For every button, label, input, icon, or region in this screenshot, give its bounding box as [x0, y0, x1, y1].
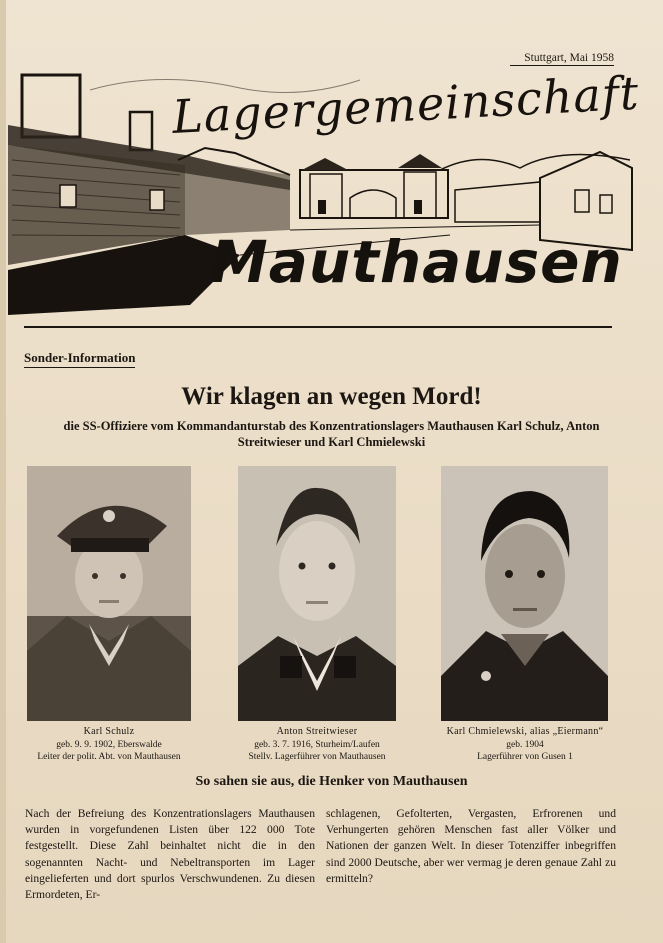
masthead-rule	[24, 326, 612, 328]
body-column-2: schlagenen, Gefolterten, Vergasten, Erfrorenen und Verhungerten gehören Menschen fast aller Völker und Nationen der ganzen Welt. In dieser Totenziffer inbegriffen sind 2000 Deutsche, aber wer vermag je deren genaue Zahl zu ermitteln?	[326, 807, 616, 885]
masthead-title-main: Mauthausen	[210, 228, 623, 296]
portrait-birth: geb. 1904	[506, 739, 544, 750]
masthead-title-script: Lagergemeinschaft	[170, 65, 641, 145]
portrait-role: Leiter der polit. Abt. von Mauthausen	[37, 752, 181, 762]
portrait-birth: geb. 3. 7. 1916, Sturheim/Laufen	[254, 739, 380, 750]
subhead: die SS-Offiziere vom Kommandanturstab des Konzentrationslagers Mauthausen Karl Schulz, Anton Streitwieser und Karl Chmielewski	[63, 419, 600, 449]
portrait-name: Anton Streitwieser	[276, 726, 358, 737]
section-label: Sonder-Information	[24, 350, 135, 368]
portrait-name: Karl Schulz	[83, 726, 135, 737]
headline: Wir klagen an wegen Mord!	[181, 383, 482, 410]
portrait-role: Lagerführer von Gusen 1	[477, 752, 573, 762]
portrait-photo-2	[238, 466, 396, 721]
body-column-1: Nach der Befreiung des Konzentrationslagers Mauthausen wurden in vorgefundenen Listen über 122 000 Tote festgestellt. Diese Zahl beinhaltet nicht die in den sogenannten Nacht- und Nebeltransporten im Lager eingelieferten und dort spurlos Verschwundenen. Zu diesen Ermordeten, Er-	[25, 807, 315, 902]
portrait-photo-1	[27, 466, 191, 721]
dateline: Stuttgart, Mai 1958	[510, 52, 614, 66]
section-heading: So sahen sie aus, die Henker von Mauthausen	[195, 774, 468, 789]
portrait-role: Stellv. Lagerführer von Mauthausen	[248, 752, 386, 762]
caption-1	[27, 726, 191, 764]
caption-2	[238, 726, 396, 764]
caption-3	[436, 726, 614, 764]
portrait-name: Karl Chmielewski, alias „Eiermann“	[446, 726, 604, 737]
portrait-birth: geb. 9. 9. 1902, Eberswalde	[56, 739, 162, 750]
portrait-photo-3	[441, 466, 608, 721]
